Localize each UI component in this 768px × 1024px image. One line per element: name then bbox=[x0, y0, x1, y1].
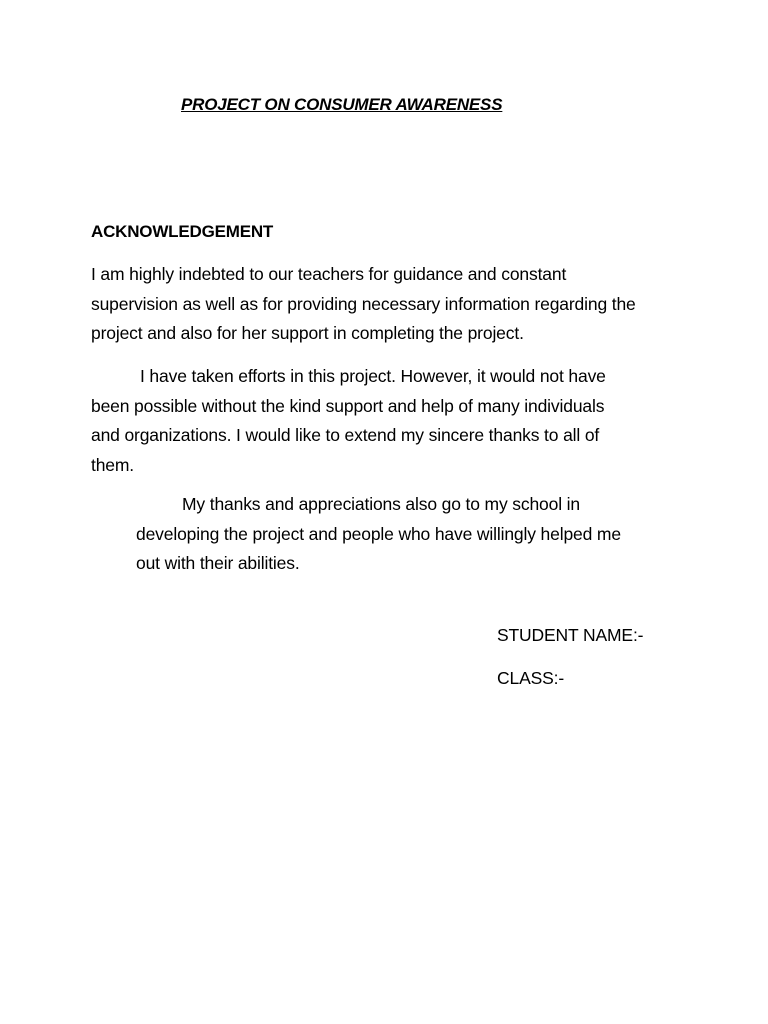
paragraph-line: developing the project and people who have willingly helped me bbox=[136, 523, 621, 544]
paragraph-2 bbox=[91, 362, 606, 480]
paragraph-3 bbox=[136, 490, 621, 579]
paragraph-line: them. bbox=[91, 454, 135, 475]
paragraph-line: been possible without the kind support and help of many individuals bbox=[91, 395, 605, 416]
paragraph-line: My thanks and appreciations also go to my school in bbox=[182, 494, 580, 514]
paragraph-line: I am highly indebted to our teachers for guidance and constant bbox=[91, 264, 567, 284]
paragraph-line: I have taken efforts in this project. However, it would not have bbox=[140, 366, 606, 386]
paragraph-line: supervision as well as for providing necessary information regarding the bbox=[91, 293, 636, 314]
class-label: CLASS:- bbox=[497, 668, 565, 688]
paragraph-line: and organizations. I would like to extend my sincere thanks to all of bbox=[91, 425, 600, 445]
paragraph-1 bbox=[91, 260, 636, 349]
student-name-label: STUDENT NAME:- bbox=[497, 625, 644, 645]
paragraph-line: project and also for her support in completing the project. bbox=[91, 323, 524, 343]
paragraph-line: out with their abilities. bbox=[136, 553, 300, 573]
section-heading: ACKNOWLEDGEMENT bbox=[91, 222, 274, 241]
document-title: PROJECT ON CONSUMER AWARENESS bbox=[181, 95, 503, 114]
